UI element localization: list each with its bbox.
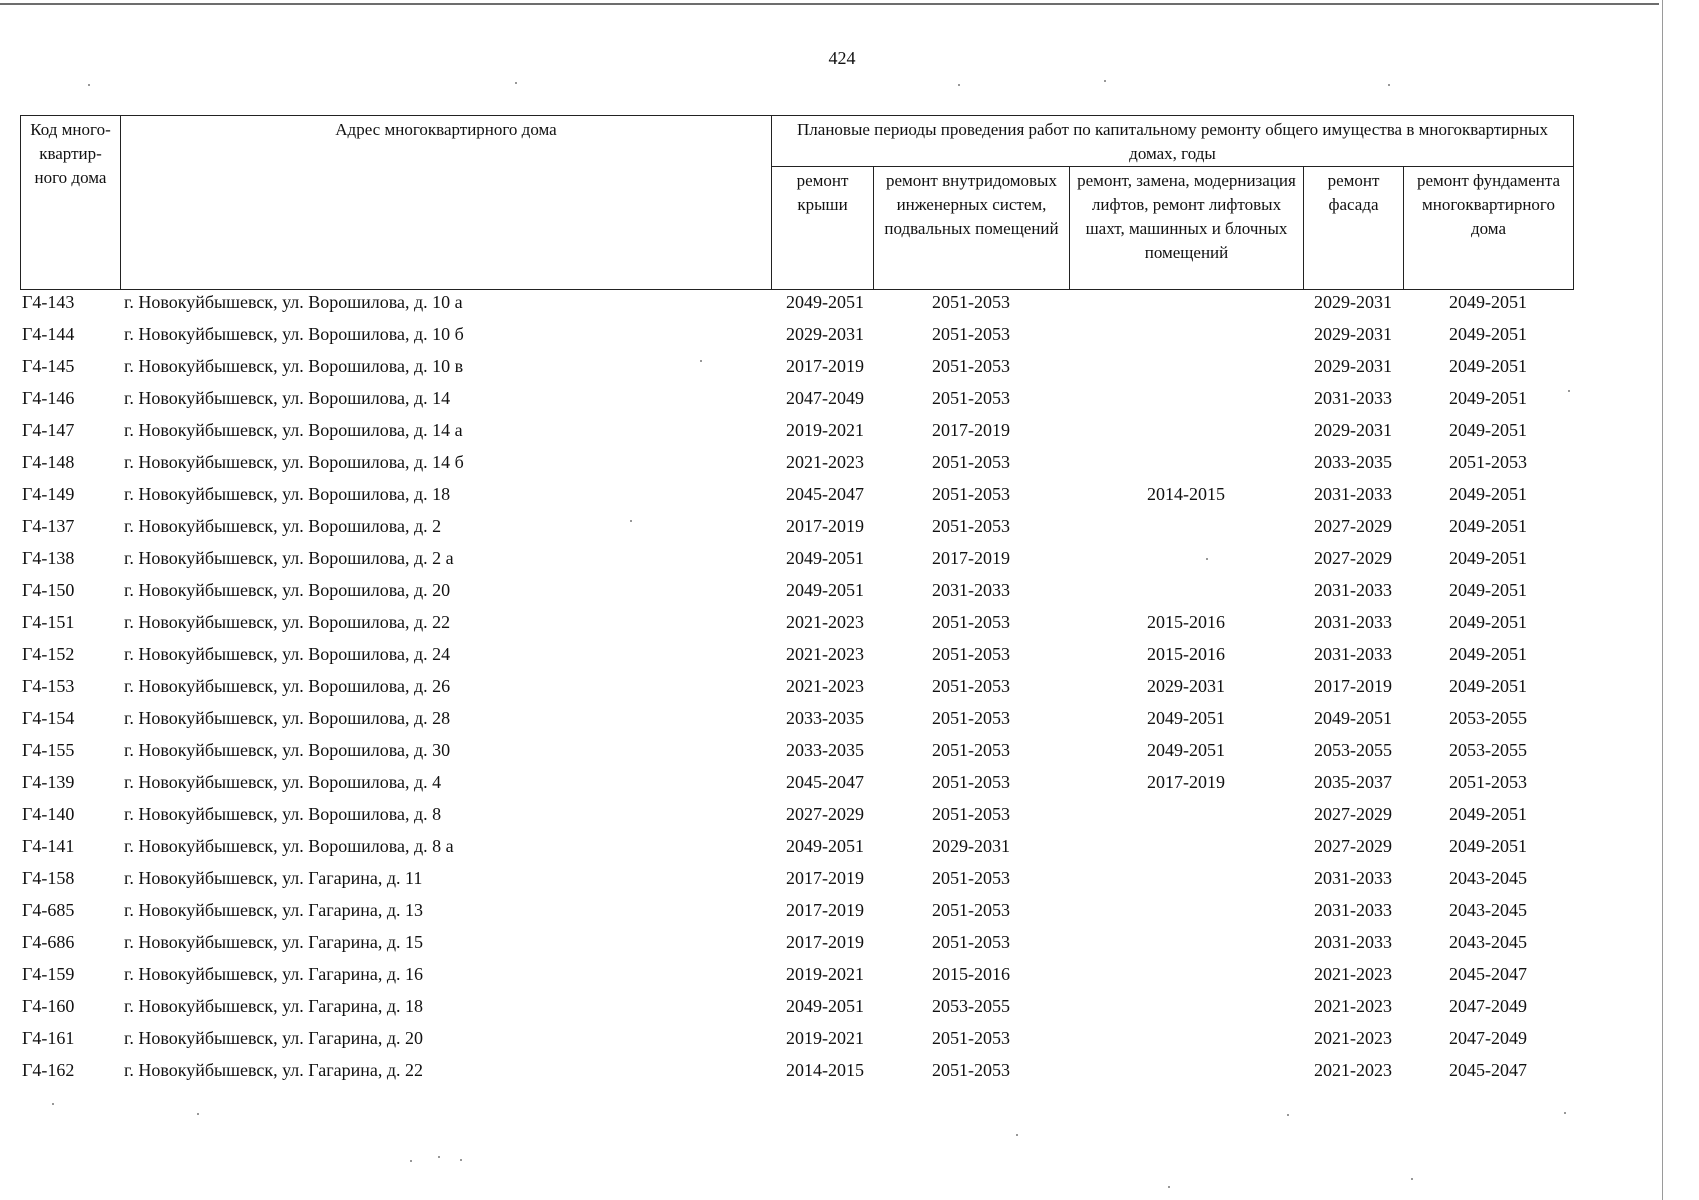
page-number: 424	[828, 48, 856, 68]
row-address: г. Новокуйбышевск, ул. Гагарина, д. 22	[124, 1060, 424, 1080]
row-code: Г4-137	[22, 516, 75, 536]
table-row	[20, 478, 1572, 510]
row-code: Г4-149	[22, 484, 75, 504]
row-code: Г4-138	[22, 548, 75, 568]
row-facade-period: 2031-2033	[1314, 388, 1392, 408]
table-header	[20, 115, 1574, 290]
row-roof-period: 2021-2023	[786, 644, 864, 664]
row-facade-period: 2027-2029	[1314, 516, 1392, 536]
row-code: Г4-159	[22, 964, 75, 984]
row-foundation-period: 2049-2051	[1449, 324, 1527, 344]
row-code: Г4-147	[22, 420, 75, 440]
row-roof-period: 2017-2019	[786, 356, 864, 376]
scan-speck	[1411, 1178, 1413, 1180]
row-roof-period: 2017-2019	[786, 516, 864, 536]
row-lift-period: 2014-2015	[1147, 484, 1225, 504]
row-lift-period: 2015-2016	[1147, 612, 1225, 632]
scan-speck	[438, 1156, 440, 1158]
row-roof-period: 2049-2051	[786, 580, 864, 600]
row-engineering-period: 2017-2019	[932, 548, 1010, 568]
row-address: г. Новокуйбышевск, ул. Ворошилова, д. 4	[124, 772, 442, 792]
row-engineering-period: 2017-2019	[932, 420, 1010, 440]
row-roof-period: 2019-2021	[786, 1028, 864, 1048]
row-foundation-period: 2047-2049	[1449, 996, 1527, 1016]
row-facade-period: 2031-2033	[1314, 868, 1392, 888]
table-row	[20, 702, 1572, 734]
row-address: г. Новокуйбышевск, ул. Ворошилова, д. 18	[124, 484, 451, 504]
row-address: г. Новокуйбышевск, ул. Ворошилова, д. 10 в	[124, 356, 464, 376]
row-foundation-period: 2049-2051	[1449, 612, 1527, 632]
row-lift-period: 2049-2051	[1147, 708, 1225, 728]
table-row	[20, 734, 1572, 766]
row-roof-period: 2049-2051	[786, 548, 864, 568]
table-row	[20, 798, 1572, 830]
row-code: Г4-161	[22, 1028, 75, 1048]
row-foundation-period: 2049-2051	[1449, 484, 1527, 504]
row-roof-period: 2029-2031	[786, 324, 864, 344]
scan-speck	[1564, 1112, 1566, 1114]
row-roof-period: 2027-2029	[786, 804, 864, 824]
table-row	[20, 1022, 1572, 1054]
row-engineering-period: 2051-2053	[932, 484, 1010, 504]
row-foundation-period: 2043-2045	[1449, 932, 1527, 952]
table-row	[20, 606, 1572, 638]
table-row	[20, 990, 1572, 1022]
table-row	[20, 766, 1572, 798]
row-lift-period: 2029-2031	[1147, 676, 1225, 696]
row-facade-period: 2021-2023	[1314, 1028, 1392, 1048]
row-code: Г4-160	[22, 996, 75, 1016]
row-address: г. Новокуйбышевск, ул. Гагарина, д. 18	[124, 996, 424, 1016]
scan-speck	[1568, 390, 1570, 392]
row-facade-period: 2021-2023	[1314, 1060, 1392, 1080]
row-address: г. Новокуйбышевск, ул. Ворошилова, д. 2	[124, 516, 442, 536]
table-row	[20, 574, 1572, 606]
row-engineering-period: 2051-2053	[932, 932, 1010, 952]
row-engineering-period: 2051-2053	[932, 868, 1010, 888]
row-address: г. Новокуйбышевск, ул. Гагарина, д. 11	[124, 868, 423, 888]
row-code: Г4-144	[22, 324, 75, 344]
row-code: Г4-152	[22, 644, 75, 664]
row-code: Г4-139	[22, 772, 75, 792]
row-foundation-period: 2049-2051	[1449, 580, 1527, 600]
row-roof-period: 2045-2047	[786, 484, 864, 504]
row-engineering-period: 2053-2055	[932, 996, 1010, 1016]
row-address: г. Новокуйбышевск, ул. Ворошилова, д. 14 б	[124, 452, 464, 472]
row-foundation-period: 2053-2055	[1449, 740, 1527, 760]
row-engineering-period: 2051-2053	[932, 516, 1010, 536]
header-periods: Плановые периоды проведения работ по капитальному ремонту общего имущества в многоквартирных домах, годы	[772, 116, 1574, 167]
scan-speck	[630, 520, 632, 522]
row-engineering-period: 2031-2033	[932, 580, 1010, 600]
row-foundation-period: 2053-2055	[1449, 708, 1527, 728]
row-foundation-period: 2045-2047	[1449, 964, 1527, 984]
row-facade-period: 2033-2035	[1314, 452, 1392, 472]
row-foundation-period: 2051-2053	[1449, 772, 1527, 792]
scan-speck	[1016, 1134, 1018, 1136]
table-row	[20, 670, 1572, 702]
row-facade-period: 2031-2033	[1314, 484, 1392, 504]
row-code: Г4-685	[22, 900, 75, 920]
row-foundation-period: 2049-2051	[1449, 548, 1527, 568]
row-roof-period: 2047-2049	[786, 388, 864, 408]
row-code: Г4-146	[22, 388, 75, 408]
row-code: Г4-686	[22, 932, 75, 952]
row-roof-period: 2033-2035	[786, 740, 864, 760]
row-roof-period: 2049-2051	[786, 836, 864, 856]
row-facade-period: 2031-2033	[1314, 580, 1392, 600]
scan-speck	[410, 1160, 412, 1162]
table-row	[20, 510, 1572, 542]
row-address: г. Новокуйбышевск, ул. Ворошилова, д. 8 а	[124, 836, 454, 856]
header-code: Код много-квартир-ного дома	[21, 116, 121, 290]
row-foundation-period: 2049-2051	[1449, 420, 1527, 440]
scan-border-right	[1662, 0, 1663, 1200]
row-facade-period: 2027-2029	[1314, 836, 1392, 856]
row-roof-period: 2017-2019	[786, 932, 864, 952]
row-code: Г4-154	[22, 708, 75, 728]
scan-speck	[1388, 84, 1390, 86]
table-row	[20, 638, 1572, 670]
row-facade-period: 2029-2031	[1314, 356, 1392, 376]
row-code: Г4-151	[22, 612, 75, 632]
scan-speck	[197, 1113, 199, 1115]
row-foundation-period: 2051-2053	[1449, 452, 1527, 472]
table-row	[20, 382, 1572, 414]
row-foundation-period: 2049-2051	[1449, 804, 1527, 824]
row-engineering-period: 2051-2053	[932, 1028, 1010, 1048]
row-address: г. Новокуйбышевск, ул. Гагарина, д. 16	[124, 964, 424, 984]
scan-speck	[700, 360, 702, 362]
row-engineering-period: 2051-2053	[932, 676, 1010, 696]
row-foundation-period: 2049-2051	[1449, 356, 1527, 376]
table-row	[20, 414, 1572, 446]
row-code: Г4-143	[22, 292, 75, 312]
row-engineering-period: 2051-2053	[932, 740, 1010, 760]
row-facade-period: 2021-2023	[1314, 996, 1392, 1016]
row-facade-period: 2031-2033	[1314, 900, 1392, 920]
row-foundation-period: 2047-2049	[1449, 1028, 1527, 1048]
table-row	[20, 542, 1572, 574]
table-row	[20, 446, 1572, 478]
row-facade-period: 2031-2033	[1314, 612, 1392, 632]
row-lift-period: 2015-2016	[1147, 644, 1225, 664]
row-engineering-period: 2051-2053	[932, 1060, 1010, 1080]
row-foundation-period: 2049-2051	[1449, 676, 1527, 696]
row-roof-period: 2017-2019	[786, 900, 864, 920]
table-row	[20, 318, 1572, 350]
scan-speck	[52, 1103, 54, 1105]
row-address: г. Новокуйбышевск, ул. Ворошилова, д. 8	[124, 804, 442, 824]
scan-speck	[460, 1159, 462, 1161]
scan-border-top	[0, 3, 1659, 5]
row-address: г. Новокуйбышевск, ул. Ворошилова, д. 30	[124, 740, 451, 760]
row-foundation-period: 2045-2047	[1449, 1060, 1527, 1080]
row-engineering-period: 2051-2053	[932, 612, 1010, 632]
row-facade-period: 2053-2055	[1314, 740, 1392, 760]
row-facade-period: 2027-2029	[1314, 548, 1392, 568]
row-engineering-period: 2015-2016	[932, 964, 1010, 984]
row-address: г. Новокуйбышевск, ул. Ворошилова, д. 28	[124, 708, 451, 728]
table-row	[20, 958, 1572, 990]
scan-speck	[1168, 1186, 1170, 1188]
table-body	[20, 286, 1572, 1086]
row-roof-period: 2021-2023	[786, 676, 864, 696]
scan-speck	[1104, 80, 1106, 82]
table-row	[20, 830, 1572, 862]
header-foundation: ремонт фундамента многоквартирного дома	[1404, 167, 1574, 290]
row-engineering-period: 2051-2053	[932, 708, 1010, 728]
row-roof-period: 2033-2035	[786, 708, 864, 728]
header-address: Адрес многоквартирного дома	[121, 116, 772, 290]
row-roof-period: 2019-2021	[786, 420, 864, 440]
row-roof-period: 2021-2023	[786, 452, 864, 472]
scan-speck	[1287, 1114, 1289, 1116]
header-roof: ремонт крыши	[772, 167, 874, 290]
row-address: г. Новокуйбышевск, ул. Ворошилова, д. 22	[124, 612, 451, 632]
row-roof-period: 2014-2015	[786, 1060, 864, 1080]
row-foundation-period: 2049-2051	[1449, 516, 1527, 536]
row-facade-period: 2031-2033	[1314, 644, 1392, 664]
row-foundation-period: 2049-2051	[1449, 292, 1527, 312]
row-address: г. Новокуйбышевск, ул. Ворошилова, д. 20	[124, 580, 451, 600]
row-engineering-period: 2029-2031	[932, 836, 1010, 856]
row-foundation-period: 2043-2045	[1449, 868, 1527, 888]
row-address: г. Новокуйбышевск, ул. Ворошилова, д. 2 а	[124, 548, 454, 568]
row-roof-period: 2045-2047	[786, 772, 864, 792]
row-engineering-period: 2051-2053	[932, 804, 1010, 824]
table-row	[20, 350, 1572, 382]
row-lift-period: 2049-2051	[1147, 740, 1225, 760]
row-address: г. Новокуйбышевск, ул. Ворошилова, д. 14	[124, 388, 451, 408]
row-facade-period: 2029-2031	[1314, 292, 1392, 312]
row-address: г. Новокуйбышевск, ул. Гагарина, д. 15	[124, 932, 424, 952]
scan-speck	[958, 84, 960, 86]
row-address: г. Новокуйбышевск, ул. Ворошилова, д. 10 б	[124, 324, 464, 344]
row-foundation-period: 2043-2045	[1449, 900, 1527, 920]
row-engineering-period: 2051-2053	[932, 772, 1010, 792]
row-roof-period: 2049-2051	[786, 996, 864, 1016]
row-roof-period: 2017-2019	[786, 868, 864, 888]
row-foundation-period: 2049-2051	[1449, 836, 1527, 856]
row-engineering-period: 2051-2053	[932, 644, 1010, 664]
row-facade-period: 2027-2029	[1314, 804, 1392, 824]
header-facade: ремонт фасада	[1304, 167, 1404, 290]
row-engineering-period: 2051-2053	[932, 292, 1010, 312]
row-roof-period: 2049-2051	[786, 292, 864, 312]
row-code: Г4-162	[22, 1060, 75, 1080]
row-code: Г4-155	[22, 740, 75, 760]
row-facade-period: 2035-2037	[1314, 772, 1392, 792]
row-foundation-period: 2049-2051	[1449, 388, 1527, 408]
row-facade-period: 2017-2019	[1314, 676, 1392, 696]
row-facade-period: 2029-2031	[1314, 420, 1392, 440]
row-address: г. Новокуйбышевск, ул. Ворошилова, д. 26	[124, 676, 451, 696]
row-address: г. Новокуйбышевск, ул. Гагарина, д. 13	[124, 900, 424, 920]
row-code: Г4-150	[22, 580, 75, 600]
row-engineering-period: 2051-2053	[932, 452, 1010, 472]
table-row	[20, 926, 1572, 958]
row-facade-period: 2031-2033	[1314, 932, 1392, 952]
row-roof-period: 2019-2021	[786, 964, 864, 984]
row-facade-period: 2029-2031	[1314, 324, 1392, 344]
row-code: Г4-141	[22, 836, 75, 856]
table-row	[20, 894, 1572, 926]
row-code: Г4-148	[22, 452, 75, 472]
row-engineering-period: 2051-2053	[932, 900, 1010, 920]
row-address: г. Новокуйбышевск, ул. Ворошилова, д. 14 а	[124, 420, 463, 440]
row-code: Г4-153	[22, 676, 75, 696]
row-engineering-period: 2051-2053	[932, 324, 1010, 344]
header-engineering: ремонт внутридомовых инженерных систем, подвальных помещений	[874, 167, 1070, 290]
row-roof-period: 2021-2023	[786, 612, 864, 632]
row-facade-period: 2021-2023	[1314, 964, 1392, 984]
row-engineering-period: 2051-2053	[932, 388, 1010, 408]
table-row	[20, 286, 1572, 318]
row-code: Г4-140	[22, 804, 75, 824]
scan-speck	[1206, 558, 1208, 560]
row-code: Г4-145	[22, 356, 75, 376]
row-facade-period: 2049-2051	[1314, 708, 1392, 728]
row-foundation-period: 2049-2051	[1449, 644, 1527, 664]
row-address: г. Новокуйбышевск, ул. Ворошилова, д. 24	[124, 644, 451, 664]
row-address: г. Новокуйбышевск, ул. Гагарина, д. 20	[124, 1028, 424, 1048]
table-row	[20, 862, 1572, 894]
scan-speck	[88, 84, 90, 86]
scan-speck	[515, 82, 517, 84]
row-code: Г4-158	[22, 868, 75, 888]
row-address: г. Новокуйбышевск, ул. Ворошилова, д. 10 а	[124, 292, 463, 312]
header-lifts: ремонт, замена, модернизация лифтов, ремонт лифтовых шахт, машинных и блочных помещений	[1070, 167, 1304, 290]
table-row	[20, 1054, 1572, 1086]
row-lift-period: 2017-2019	[1147, 772, 1225, 792]
row-engineering-period: 2051-2053	[932, 356, 1010, 376]
